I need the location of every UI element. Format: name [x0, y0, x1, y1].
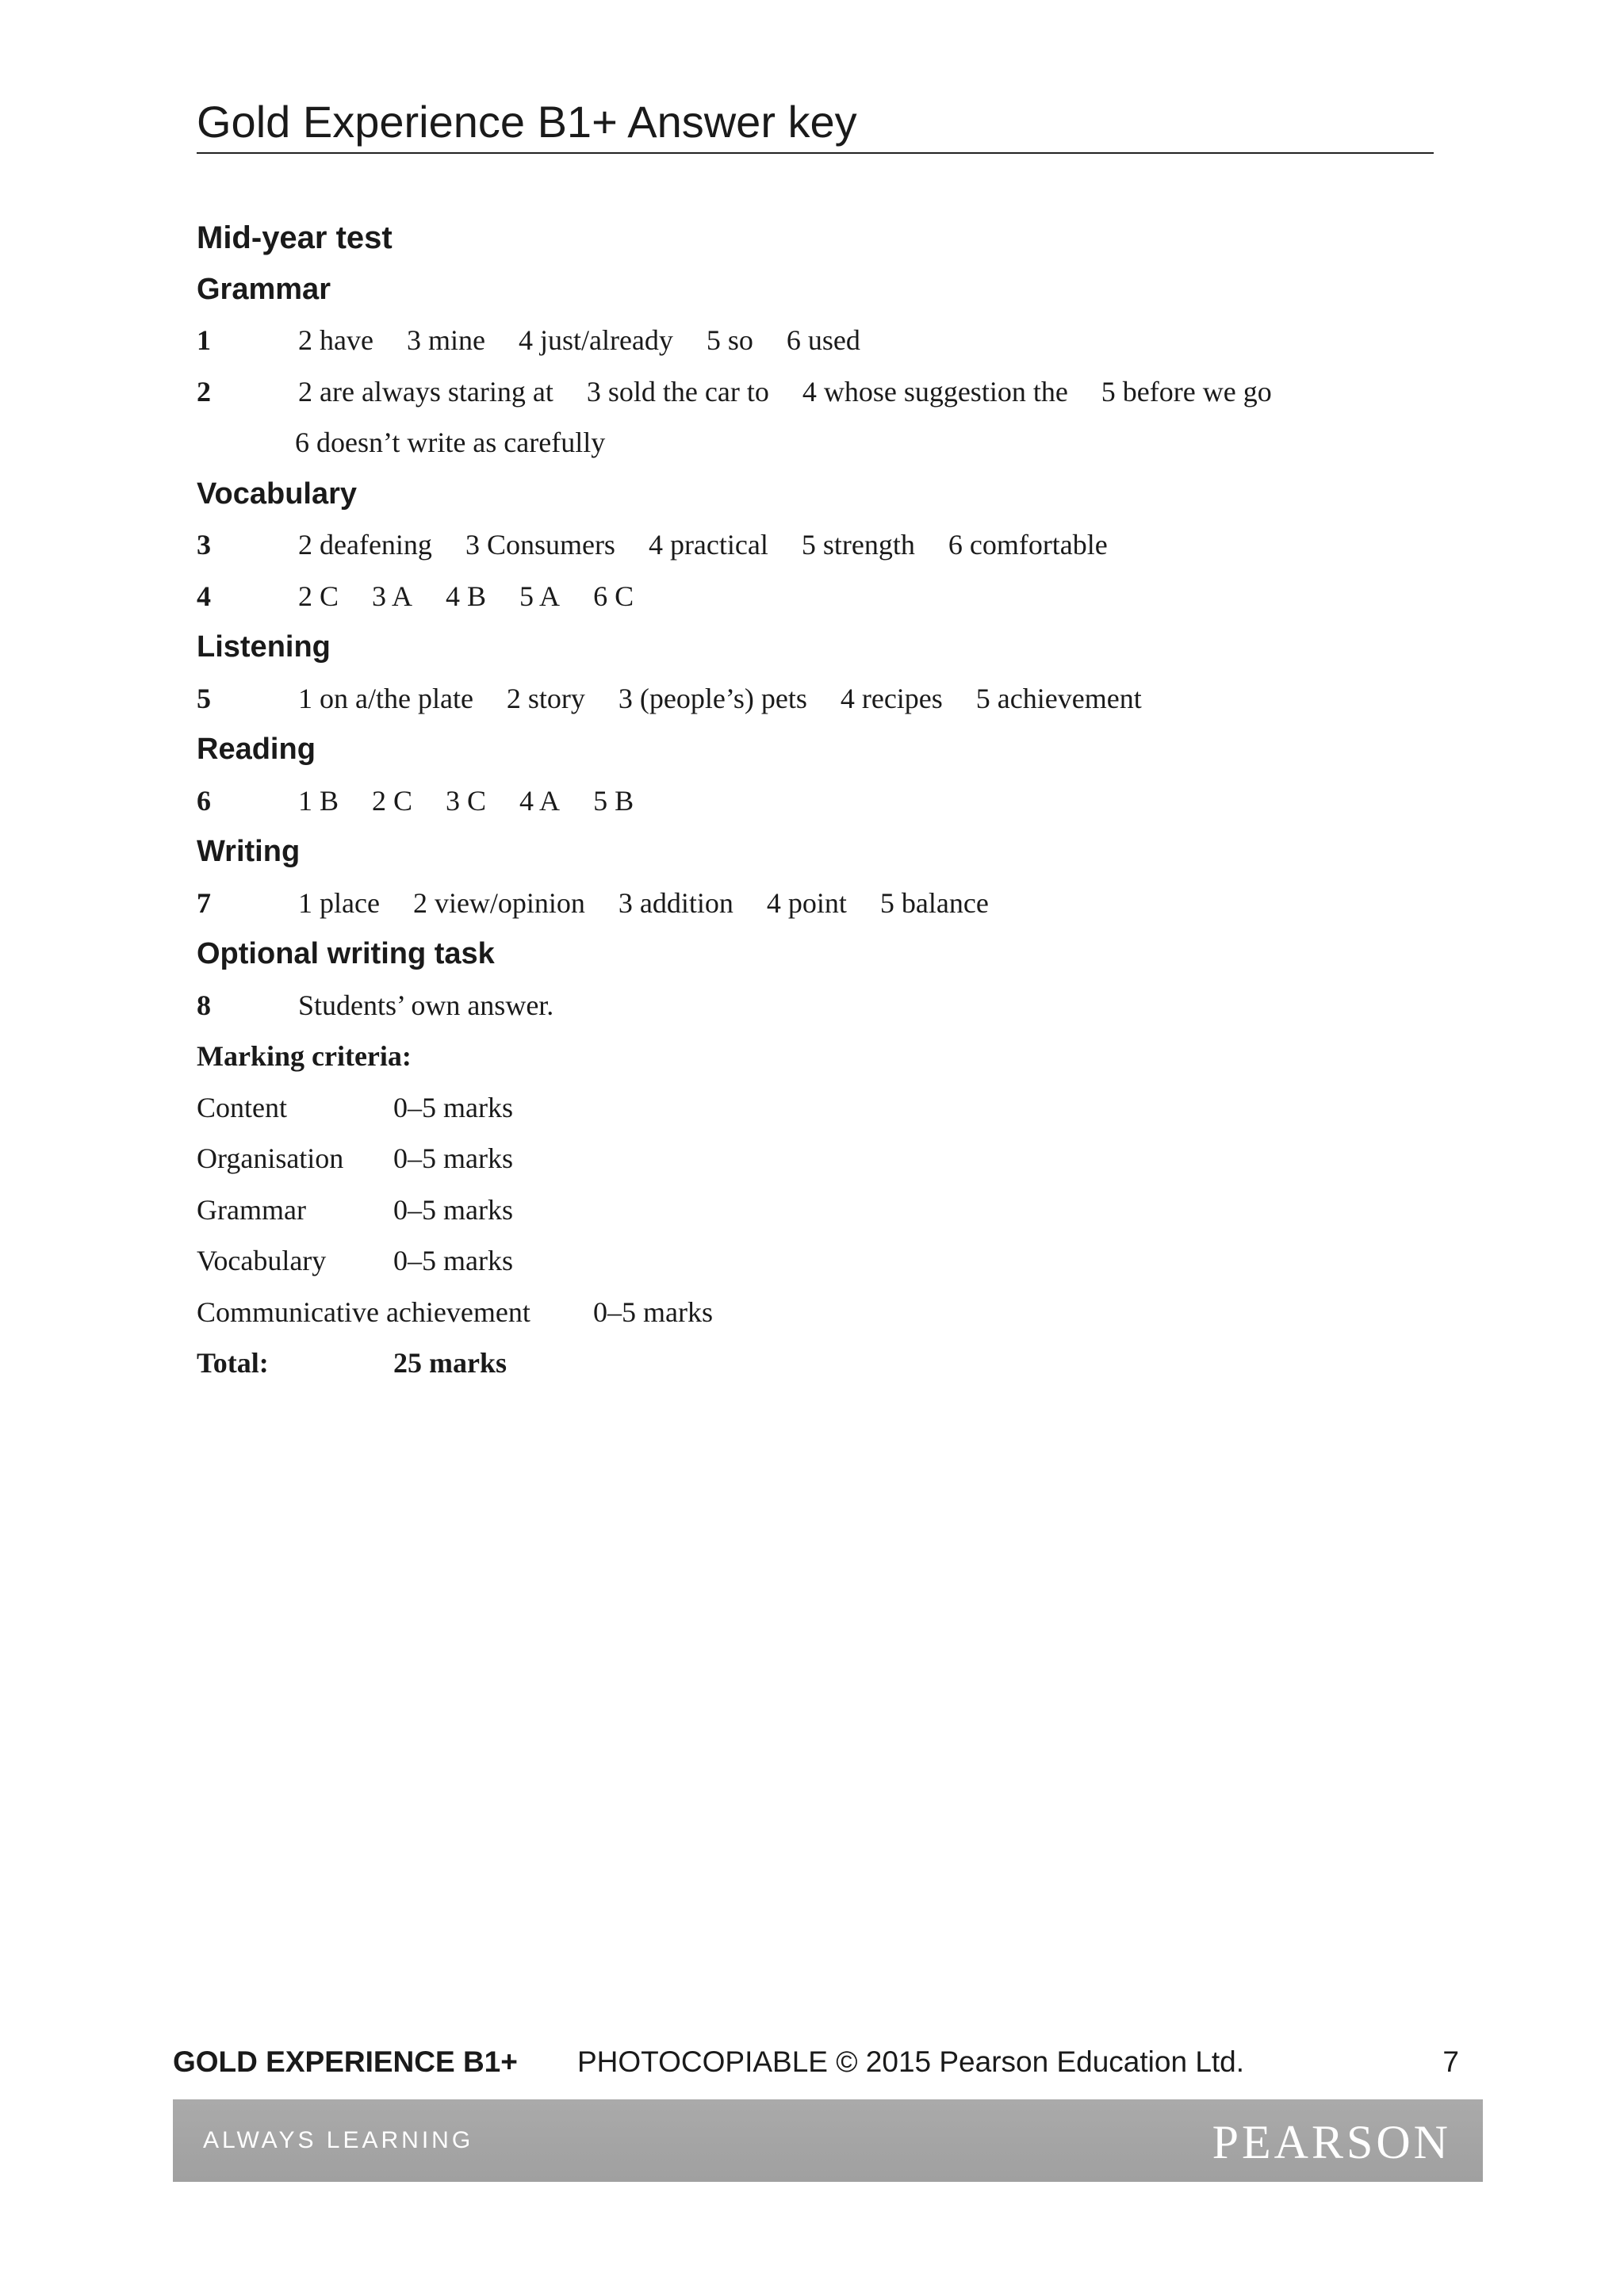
total-label: Total:	[197, 1347, 269, 1379]
answer-item: 5 achievement	[975, 682, 1142, 714]
question-number: 3	[197, 529, 211, 561]
criteria-row-vocabulary	[197, 1235, 1434, 1287]
answers-list	[298, 886, 1019, 919]
answer-item: 2 C	[298, 580, 339, 612]
answer-item: 3 addition	[618, 886, 733, 919]
answer-item: 5 so	[706, 324, 753, 356]
question-number: 2	[197, 375, 211, 408]
marking-criteria-title: Marking criteria:	[197, 1040, 412, 1072]
criteria-label: Communicative achievement	[197, 1295, 530, 1328]
answer-item: 5 B	[593, 784, 634, 817]
question-number: 1	[197, 324, 211, 356]
page-title: Gold Experience B1+ Answer key	[197, 92, 1434, 154]
answer-item: 2 deafening	[298, 529, 432, 561]
answer-key-content	[197, 212, 1434, 1389]
answers-list	[298, 375, 1302, 408]
answer-item: 2 have	[298, 324, 373, 356]
answer-item: 4 practical	[648, 529, 768, 561]
question-number: 6	[197, 784, 211, 817]
criteria-label: Vocabulary	[197, 1245, 327, 1276]
answer-item: 3 A	[372, 580, 413, 612]
total-marks: 25 marks	[393, 1347, 507, 1379]
answer-item: 6 comfortable	[948, 529, 1108, 561]
answer-item: 5 balance	[879, 886, 989, 919]
question-row-2	[197, 366, 1434, 418]
page-footer	[173, 2042, 1459, 2082]
question-row-8	[197, 980, 1434, 1031]
answer-item: 6 doesn’t write as carefully	[295, 427, 606, 458]
answer-item: 3 sold the car to	[586, 375, 769, 408]
section-heading-writing: Writing	[197, 835, 301, 868]
answer-item: 4 just/already	[518, 324, 673, 356]
answer-item: 5 before we go	[1101, 375, 1272, 408]
question-number: 4	[197, 580, 211, 612]
section-heading-grammar: Grammar	[197, 272, 331, 306]
criteria-marks: 0–5 marks	[393, 1142, 513, 1174]
answers-list	[298, 324, 891, 356]
criteria-row-communicative	[197, 1287, 1434, 1338]
answer-item: 1 on a/the plate	[298, 682, 473, 714]
section-heading-reading: Reading	[197, 733, 316, 766]
answer-item: 2 story	[506, 682, 585, 714]
answer-item: 3 C	[446, 784, 487, 817]
criteria-row-grammar	[197, 1184, 1434, 1236]
section-heading-vocabulary: Vocabulary	[197, 476, 358, 511]
footer-brand: GOLD EXPERIENCE B1+	[173, 2045, 518, 2078]
criteria-label: Organisation	[197, 1142, 344, 1174]
question-row-5	[197, 673, 1434, 725]
question-row-7	[197, 878, 1434, 929]
answer-item: 5 strength	[801, 529, 915, 561]
criteria-label: Grammar	[197, 1193, 306, 1226]
criteria-marks: 0–5 marks	[393, 1245, 513, 1276]
banner-tagline: ALWAYS LEARNING	[203, 2127, 474, 2153]
answer-item: 4 A	[519, 784, 561, 817]
answer-item: 3 (people’s) pets	[618, 682, 807, 714]
page-number: 7	[1442, 2045, 1459, 2078]
answers-list	[298, 580, 664, 612]
question-number: 5	[197, 682, 211, 714]
question-row-1	[197, 315, 1434, 366]
criteria-row-organisation	[197, 1133, 1434, 1184]
section-heading-listening: Listening	[197, 630, 331, 664]
answer-item: 4 recipes	[840, 682, 943, 714]
answer-item: 3 Consumers	[465, 529, 615, 561]
publisher-logo: PEARSON	[1212, 2116, 1451, 2168]
footer-copyright: PHOTOCOPIABLE © 2015 Pearson Education Ltd.	[577, 2045, 1245, 2078]
answer-item: 5 A	[519, 580, 561, 612]
answer-item: 1 place	[298, 886, 380, 919]
answer-item: 4 B	[446, 580, 487, 612]
section-heading-optional-writing: Optional writing task	[197, 937, 495, 970]
answer-item: 2 C	[372, 784, 413, 817]
criteria-row-content	[197, 1082, 1434, 1134]
answer-item: 4 whose suggestion the	[802, 375, 1068, 408]
criteria-label: Content	[197, 1091, 287, 1123]
question-row-3	[197, 519, 1434, 571]
test-title: Mid-year test	[197, 220, 393, 255]
answer-item: 2 are always staring at	[298, 375, 553, 408]
answer-item: 6 C	[593, 580, 634, 612]
answer-item: 1 B	[298, 784, 339, 817]
question-row-6	[197, 775, 1434, 827]
answers-list	[298, 682, 1172, 714]
question-number: 8	[197, 989, 211, 1021]
question-row-2-continued	[197, 417, 1434, 469]
answers-list	[298, 784, 664, 817]
answer-item: 3 mine	[406, 324, 485, 356]
answers-list	[298, 529, 1138, 561]
question-row-4	[197, 571, 1434, 622]
answer-item: 2 view/opinion	[412, 886, 585, 919]
answer-item: Students’ own answer.	[298, 989, 554, 1021]
answer-item: 6 used	[786, 324, 860, 356]
answer-item: 4 point	[766, 886, 847, 919]
criteria-marks: 0–5 marks	[393, 1193, 513, 1226]
publisher-banner	[173, 2099, 1483, 2182]
criteria-marks: 0–5 marks	[393, 1091, 513, 1123]
question-number: 7	[197, 886, 211, 919]
criteria-total-row	[197, 1337, 1434, 1389]
criteria-marks: 0–5 marks	[593, 1295, 713, 1328]
